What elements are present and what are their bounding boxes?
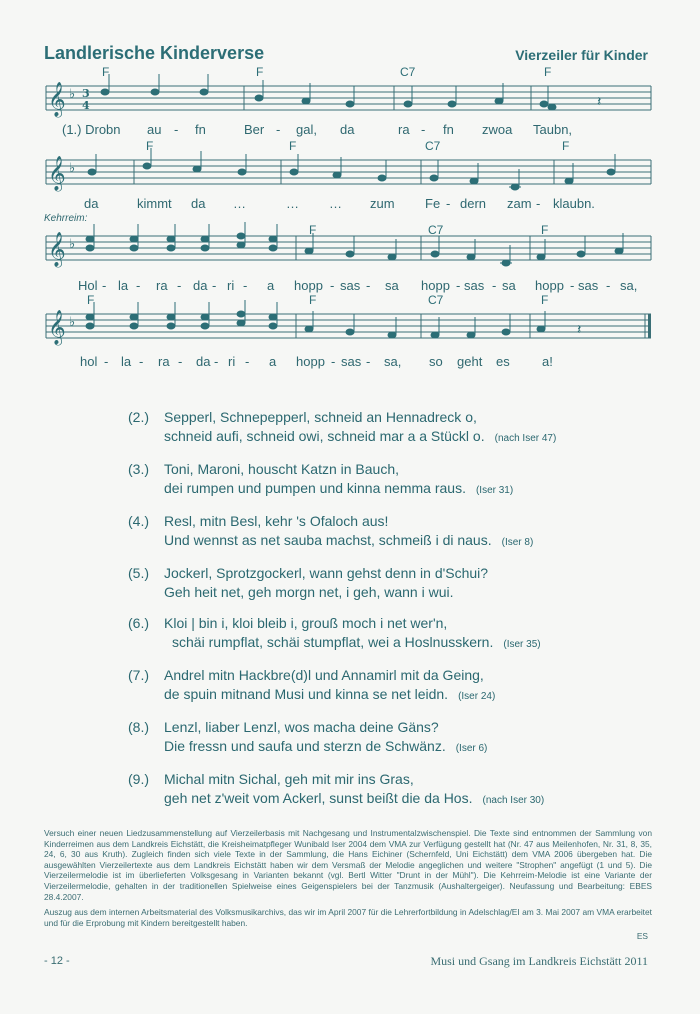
chord-label: F	[146, 139, 154, 153]
publication-footer: Musi und Gsang im Landkreis Eichstätt 2011	[430, 954, 648, 968]
lyric-syllable: la	[121, 354, 132, 369]
lyric-syllable: -	[177, 278, 182, 293]
verse-line: Und wennst as net sauba machst, schmeiß i di naus.	[164, 532, 492, 548]
verse-line: Die fressn und saufa und sterzn de Schwänz.	[164, 738, 446, 754]
flat-icon: ♭	[69, 87, 76, 102]
lyric-syllable: -	[174, 122, 179, 137]
chord-label: F	[562, 139, 570, 153]
lyric-syllable: -	[492, 278, 497, 293]
lyric-syllable: -	[421, 122, 426, 137]
lyric-syllable: so	[429, 354, 443, 369]
verse-source: (Iser 6)	[455, 743, 488, 754]
lyric-syllable: ri	[228, 354, 236, 369]
chord-label: C7	[428, 293, 444, 307]
verse-line: Geh heit net, geh morgn net, i geh, wann i wui.	[164, 584, 454, 600]
lyric-syllable: da	[193, 278, 208, 293]
lyric-syllable: da	[340, 122, 355, 137]
rest-icon: 𝄽	[577, 322, 582, 338]
lyric-syllable: ra	[158, 354, 170, 369]
lyric-syllable: Hol	[78, 278, 98, 293]
lyric-syllable: sas	[578, 278, 599, 293]
verse-number: (4.)	[128, 513, 149, 529]
verse-source: (Iser 35)	[503, 639, 541, 650]
lyric-syllable: -	[136, 278, 141, 293]
lyric-syllable: -	[606, 278, 611, 293]
author-initials: ES	[636, 931, 648, 941]
verse-source: (nach Iser 30)	[482, 795, 545, 806]
lyric-syllable: klaubn.	[553, 196, 595, 211]
lyric-syllable: dern	[460, 196, 487, 211]
verse-line: Sepperl, Schnepepperl, schneid an Hennadreck o,	[164, 409, 477, 425]
lyric-syllable: (1.) Drobn	[62, 122, 121, 137]
verse-6	[128, 614, 648, 654]
notes-paragraph: Auszug aus dem internen Arbeitsmaterial des Volksmusikarchivs, das wir im April 2007 für die Lehrerfortbildung in Adelschlag/EI am 3. Mai 2007 am VMA erarbeitet und für die Erprobung mit Kindern bereitgestellt haben.	[44, 907, 652, 928]
page-number: - 12 -	[44, 955, 70, 967]
verse-line: dei rumpen und pumpen und kinna nemma raus.	[164, 480, 466, 496]
chord-label: F	[309, 293, 317, 307]
verse-line: Andrel mitn Hackbre(d)l und Annamirl mit da Geing,	[164, 667, 484, 683]
lyric-syllable: ra	[156, 278, 168, 293]
lyric-syllable: hopp	[294, 278, 323, 293]
final-barline	[648, 314, 651, 338]
lyric-syllable: -	[366, 354, 371, 369]
lyric-syllable: es	[496, 354, 510, 369]
time-sig-bottom: 4	[82, 99, 90, 112]
lyric-syllable: -	[330, 278, 335, 293]
verse-line: geh net z'weit vom Ackerl, sunst beißt die da Hos.	[164, 790, 473, 806]
lyric-syllable: Fe	[425, 196, 441, 211]
verse-line: Kloi | bin i, kloi bleib i, grouß moch i net wer'n,	[164, 615, 448, 631]
chord-label: C7	[425, 139, 441, 153]
verse-9	[128, 770, 648, 810]
flat-icon: ♭	[69, 161, 76, 176]
treble-clef-icon: 𝄞	[48, 310, 66, 345]
lyric-syllable: zwoa	[482, 122, 513, 137]
chord-label: F	[87, 293, 95, 307]
chord-label: F	[544, 65, 552, 79]
lyric-syllable: da	[84, 196, 99, 211]
verse-line: Jockerl, Sprotzgockerl, wann gehst denn in d'Schui?	[164, 565, 489, 581]
chord-label: F	[309, 223, 317, 237]
verse-source: (nach Iser 47)	[494, 433, 557, 444]
lyric-syllable: -	[245, 354, 250, 369]
verse-number: (7.)	[128, 667, 149, 683]
verse-source: (Iser 24)	[458, 691, 496, 702]
lyric-syllable: -	[139, 354, 144, 369]
lyric-syllable: ri	[227, 278, 235, 293]
verse-2	[128, 408, 648, 448]
lyric-syllable: …	[286, 196, 299, 211]
notes-paragraph: Versuch einer neuen Liedzusammenstellung auf Vierzeilerbasis mit Nachgesang und Instrumentalzwischenspiel. Die Texte sind entnommen der Sammlung von Kinderreimen aus dem Landkreis Eichstätt, die Kreisheimatpfleger Wunibald Iser 2004 dem VMA zur Verfügung gestellt hat (Nr. 47 aus Meilenhofen, Nr. 31, 8, 35, 24, 6, 30 aus Kruth). Zugleich finden sich viele Texte in der Sammlung, die Hans Eichiner (Schernfeld, Uni Eichstätt) dem VMA 2006 übergeben hat. Die ausgewählten Vierzeilertexte aus dem Landkreis Eichstätt haben wir dem Versmaß der Melodie angeglichen und weitere "Strophen" angefügt (1 und 5). Die Vierzeilermelodie ist im überlieferten Volksgesang in Varianten bekannt (vgl. Bertl Witter "Drunt in der Mühl"). Die Kehrreim-Melodie ist eine Variante der Vierzeilermelodie, gehalten in der traditionellen Spielweise eines Geigenspielers bei der Tanzmusik (Aushaltergeiger). Neufassung und Bearbeitung: EBES 28.4.2007.	[44, 828, 652, 902]
verse-line: schäi rumpflat, schäi stumpflat, wei a Hoslnusskern.	[172, 634, 494, 650]
lyric-syllable: au	[147, 122, 162, 137]
lyric-syllable: a	[269, 354, 277, 369]
lyric-syllable: -	[214, 354, 219, 369]
lyric-syllable: -	[536, 196, 541, 211]
page-subtitle: Vierzeiler für Kinder	[515, 47, 648, 63]
treble-clef-icon: 𝄞	[48, 232, 66, 267]
chord-label: C7	[428, 223, 444, 237]
lyric-syllable: zam	[507, 196, 532, 211]
flat-icon: ♭	[69, 315, 76, 330]
lyric-syllable: hopp	[296, 354, 325, 369]
lyric-syllable: -	[276, 122, 281, 137]
lyric-syllable: sas	[341, 354, 362, 369]
kehrreim-label: Kehrreim:	[44, 213, 88, 224]
lyric-syllable: da	[196, 354, 211, 369]
verse-line: Toni, Maroni, houscht Katzn in Bauch,	[164, 461, 400, 477]
lyric-syllable: hopp	[535, 278, 564, 293]
lyric-syllable: -	[331, 354, 336, 369]
treble-clef-icon: 𝄞	[48, 82, 66, 117]
lyric-syllable: da	[191, 196, 206, 211]
treble-clef-icon: 𝄞	[48, 156, 66, 191]
lyric-syllable: -	[366, 278, 371, 293]
verse-5	[128, 564, 648, 602]
lyric-syllable: sa,	[620, 278, 638, 293]
lyric-syllable: Taubn,	[533, 122, 573, 137]
lyric-syllable: fn	[443, 122, 454, 137]
lyric-syllable: hopp	[421, 278, 450, 293]
chord-label: F	[541, 223, 549, 237]
lyric-syllable: -	[212, 278, 217, 293]
lyric-syllable: -	[178, 354, 183, 369]
notes-block	[44, 828, 652, 933]
lyric-syllable: la	[118, 278, 129, 293]
lyric-syllable: …	[329, 196, 342, 211]
chord-label: F	[102, 65, 110, 79]
lyric-syllable: sa	[385, 278, 399, 293]
time-sig-top: 3	[82, 87, 90, 100]
lyric-syllable: …	[233, 196, 246, 211]
flat-icon: ♭	[69, 237, 76, 252]
verse-line: Michal mitn Sichal, geh mit mir ins Gras,	[164, 771, 414, 787]
verse-line: schneid aufi, schneid owi, schneid mar a a Stückl o.	[164, 428, 485, 444]
verse-number: (2.)	[128, 409, 149, 425]
lyric-syllable: -	[102, 278, 107, 293]
lyric-syllable: Ber	[244, 122, 265, 137]
verse-source: (Iser 31)	[475, 485, 514, 496]
verse-list	[128, 408, 648, 822]
verse-4	[128, 512, 648, 552]
verse-number: (8.)	[128, 719, 149, 735]
lyric-syllable: zum	[370, 196, 395, 211]
lyric-syllable: -	[243, 278, 248, 293]
verse-7	[128, 666, 648, 706]
chord-label: F	[289, 139, 297, 153]
lyric-syllable: a	[267, 278, 275, 293]
lyric-syllable: sa,	[384, 354, 402, 369]
verse-number: (5.)	[128, 565, 149, 581]
chord-label: F	[256, 65, 264, 79]
lyric-syllable: kimmt	[137, 196, 172, 211]
page-title: Landlerische Kinderverse	[44, 43, 265, 63]
lyric-syllable: sas	[464, 278, 485, 293]
verse-line: de spuin mitnand Musi und kinna se net leidn.	[164, 686, 449, 702]
chord-label: C7	[400, 65, 416, 79]
verse-number: (3.)	[128, 461, 149, 477]
rest-icon: 𝄽	[597, 94, 602, 110]
verse-3	[128, 460, 648, 500]
verse-line: Resl, mitn Besl, kehr 's Ofaloch aus!	[164, 513, 389, 529]
lyric-syllable: hol	[80, 354, 98, 369]
lyric-syllable: fn	[195, 122, 206, 137]
chord-label: F	[541, 293, 549, 307]
verse-line: Lenzl, liaber Lenzl, wos macha deine Gäns?	[164, 719, 439, 735]
lyric-syllable: gal,	[296, 122, 317, 137]
verse-number: (9.)	[128, 771, 149, 787]
lyric-syllable: ra	[398, 122, 410, 137]
lyric-syllable: -	[446, 196, 451, 211]
lyric-syllable: -	[456, 278, 461, 293]
lyric-syllable: sas	[340, 278, 361, 293]
lyric-syllable: -	[104, 354, 109, 369]
lyric-syllable: sa	[502, 278, 516, 293]
lyric-syllable: -	[570, 278, 575, 293]
lyric-syllable: a!	[542, 354, 553, 369]
verse-8	[128, 718, 648, 758]
lyric-syllable: geht	[457, 354, 483, 369]
verse-source: (Iser 8)	[501, 537, 534, 548]
verse-number: (6.)	[128, 615, 149, 631]
